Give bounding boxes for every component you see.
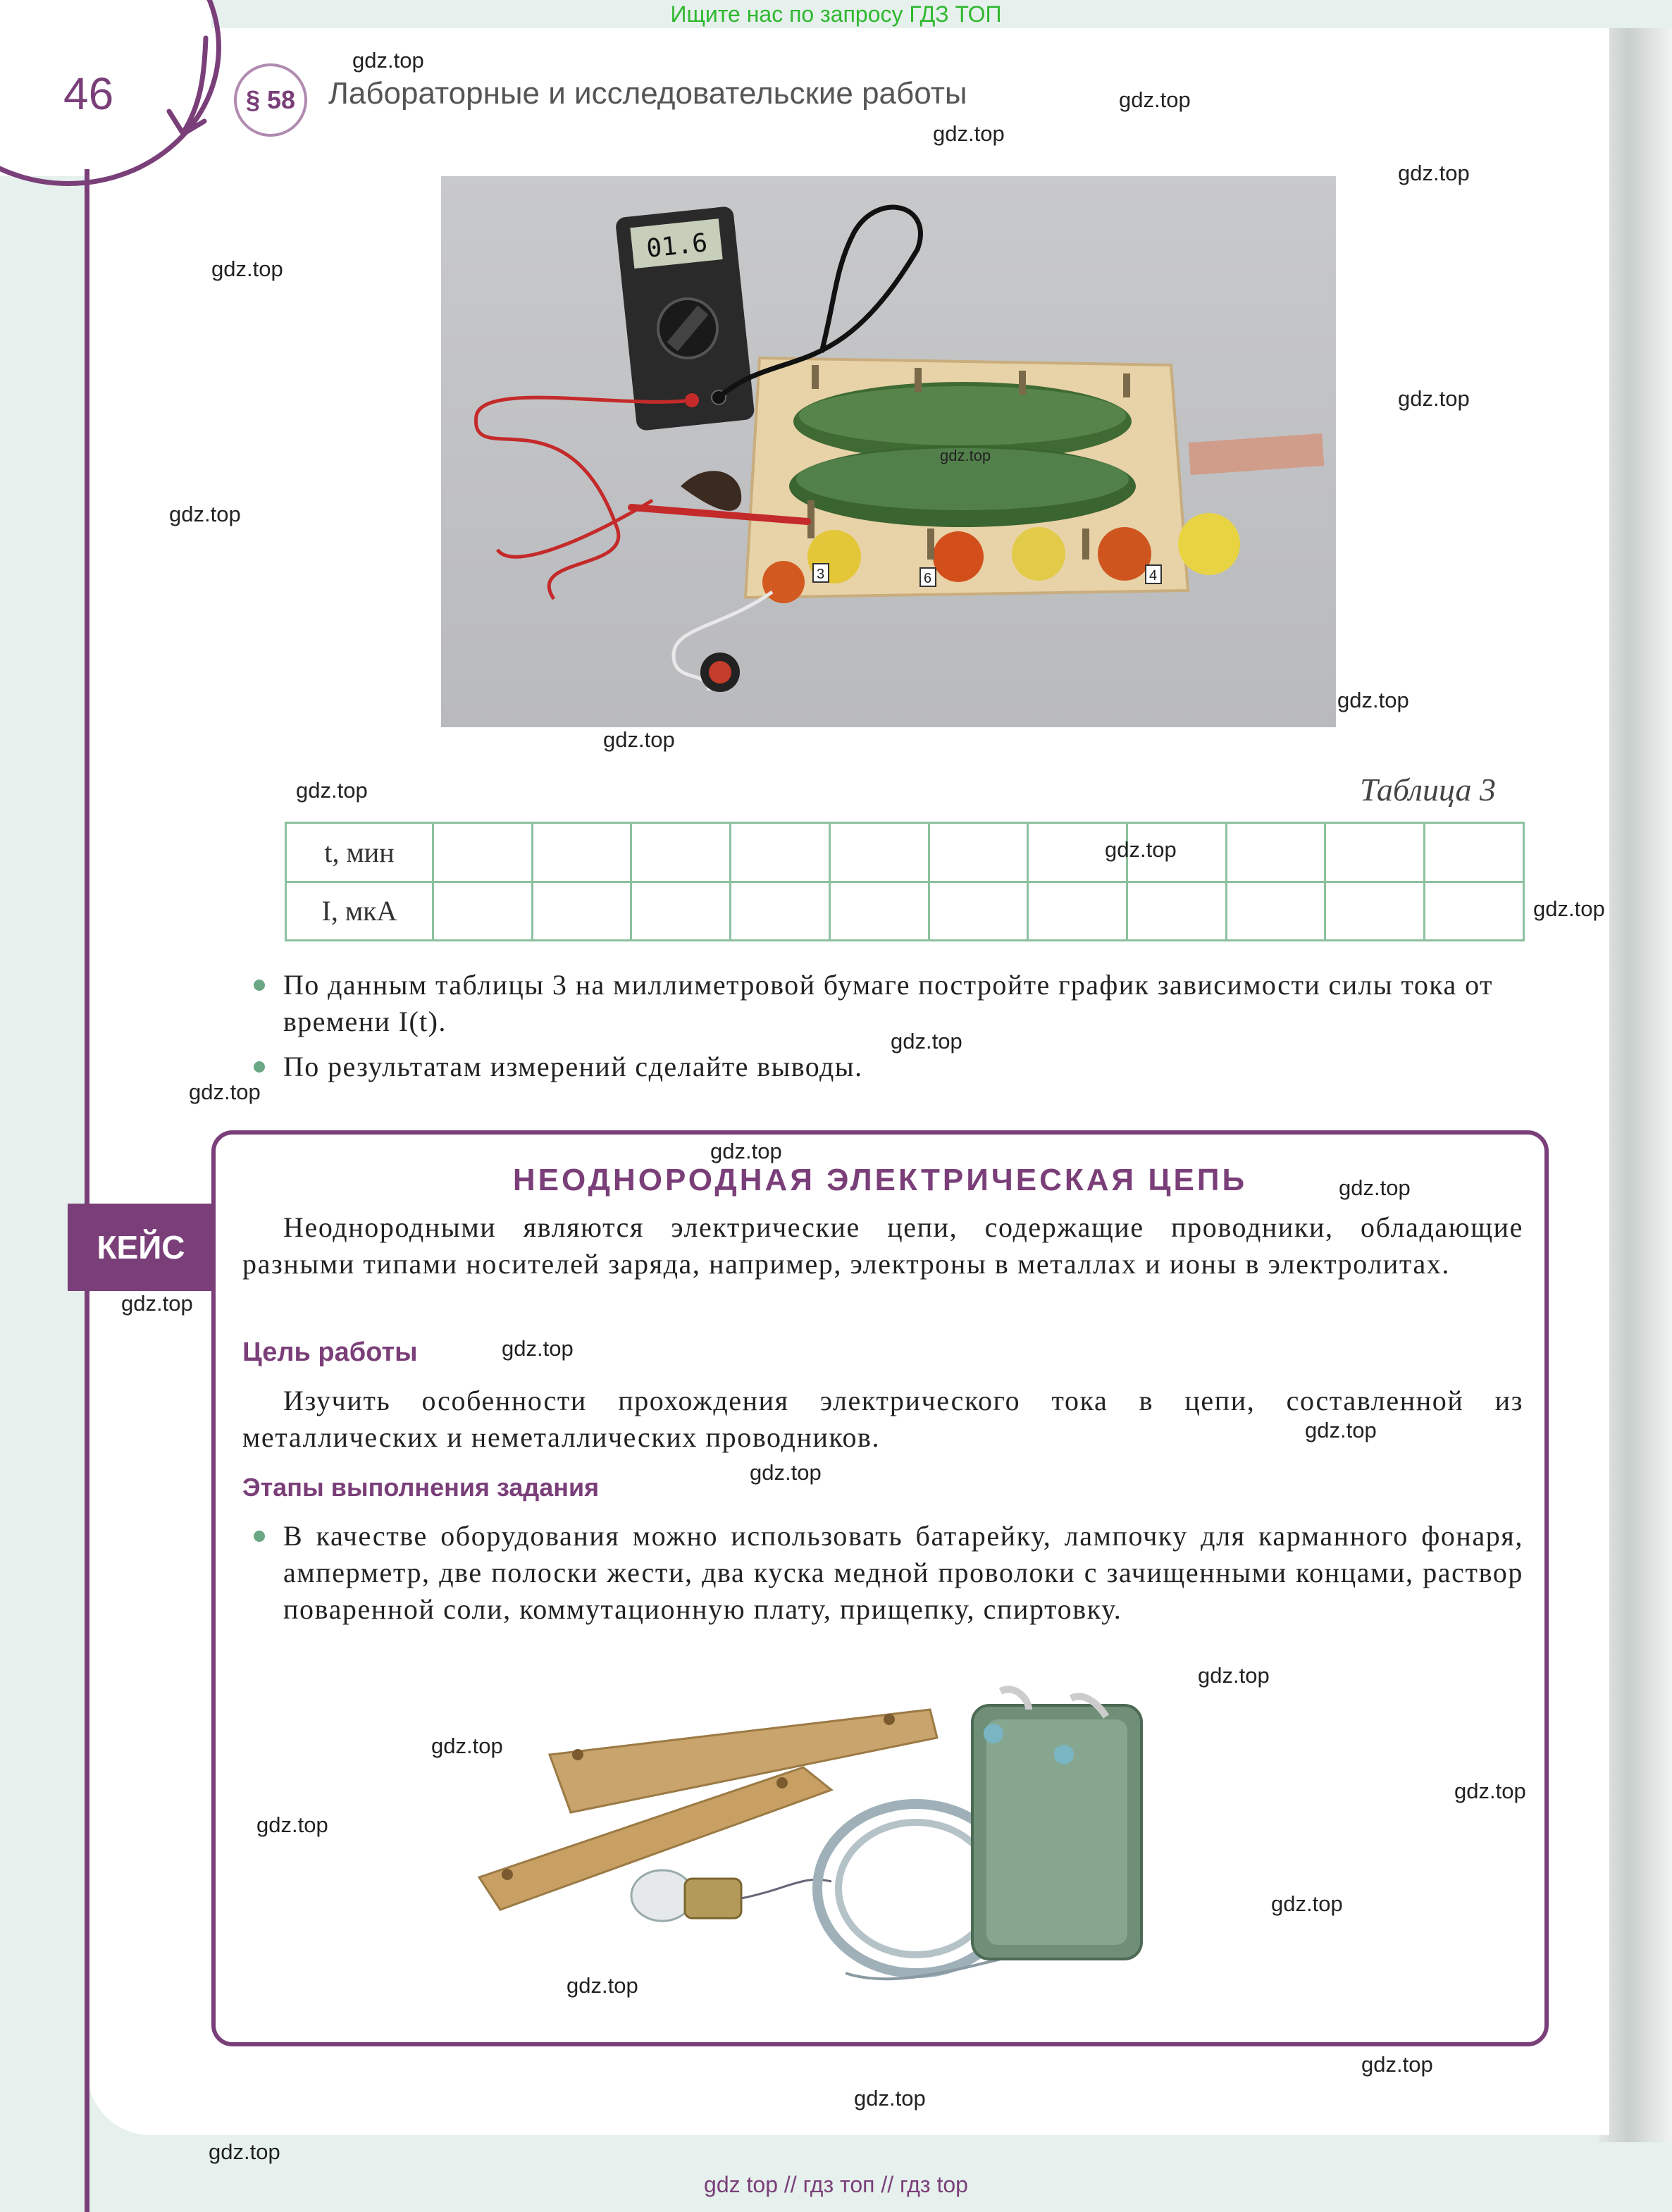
bullet-conclusions: По результатам измерений сделайте выводы.: [283, 1051, 863, 1082]
watermark: gdz.top: [1337, 688, 1409, 712]
watermark: gdz.top: [1533, 896, 1605, 921]
watermark: gdz.top: [189, 1080, 261, 1104]
table-cell[interactable]: [829, 823, 929, 882]
tomato-1: [762, 561, 805, 603]
step-1-equipment: В качестве оборудования можно использовать батарейку, лампочку для карманного фонаря, амперметр, две полоски жести, два куска медной проволоки с зачищенными концами, раствор поваренной соли, коммутационную плату, прищепку, спиртовку.: [283, 1520, 1523, 1625]
experiment-photo: [441, 176, 1336, 727]
case-tag: КЕЙС: [68, 1204, 214, 1291]
watermark: gdz.top: [1271, 1891, 1343, 1916]
footer-links[interactable]: gdz top // гдз топ // гдз top: [704, 2172, 968, 2197]
watermark: gdz.top: [209, 2139, 280, 2164]
watermark: gdz.top: [710, 1139, 782, 1163]
table-cell[interactable]: [631, 823, 731, 882]
watermark: gdz.top: [1339, 1175, 1411, 1200]
tomato-3: [933, 531, 984, 582]
watermark: gdz.top: [1361, 2052, 1433, 2077]
table-cell[interactable]: [433, 823, 533, 882]
watermark: gdz.top: [296, 778, 368, 803]
goal-text: Изучить особенности прохождения электрического тока в цепи, составленной из металлических и неметаллических проводников.: [242, 1385, 1523, 1453]
table-cell[interactable]: [1325, 823, 1425, 882]
section-badge: § 58: [234, 63, 307, 137]
watermark: gdz.top: [603, 727, 675, 752]
watermark: gdz.top: [431, 1734, 503, 1758]
table-cell[interactable]: [532, 823, 631, 882]
page-edge-shadow: [1599, 28, 1672, 2142]
top-banner[interactable]: Ищите нас по запросу ГДЗ ТОП: [670, 1, 1002, 27]
watermark: gdz.top: [750, 1460, 822, 1485]
watermark: gdz.top: [256, 1812, 328, 1837]
sandpaper-strip: [1189, 433, 1325, 475]
watermark: gdz.top: [1105, 837, 1177, 862]
tomato-4: [1012, 527, 1065, 581]
watermark: gdz.top: [352, 48, 424, 73]
watermark: gdz.top: [566, 1973, 638, 1998]
experiment-illustration: [441, 176, 1336, 727]
watermark: gdz.top: [121, 1291, 193, 1316]
table-cell[interactable]: [929, 882, 1028, 941]
watermark: gdz.top: [1398, 386, 1470, 411]
tomato-5: [1098, 527, 1151, 581]
row-label-time: t, мин: [286, 823, 433, 882]
margin-line: [85, 169, 89, 2212]
steps-heading: Этапы выполнения задания: [242, 1473, 600, 1502]
table-cell[interactable]: [532, 882, 631, 941]
table-cell[interactable]: [731, 823, 830, 882]
watermark: gdz.top: [940, 447, 991, 464]
bullet-graph-instruction: По данным таблицы 3 на миллиметровой бумаге постройте график зависимости силы тока от времени I(t).: [283, 969, 1493, 1037]
watermark: gdz.top: [1454, 1779, 1526, 1803]
table-caption: Таблица 3: [1360, 772, 1497, 808]
watermark: gdz.top: [1119, 87, 1191, 112]
tomato-6: [1178, 513, 1240, 575]
bullet-dot: [254, 1531, 265, 1542]
page-number: 46: [63, 68, 114, 119]
table-cell[interactable]: [433, 882, 533, 941]
case-intro: Неоднородными являются электрические цепи, содержащие проводники, обладающие разными типами носителей заряда, например, электроны в металлах и ионы в электролитах.: [242, 1211, 1523, 1280]
table-cell[interactable]: [1226, 882, 1325, 941]
board-label-3: 4: [1149, 568, 1158, 583]
data-table: [285, 822, 1525, 941]
watermark: gdz.top: [1398, 161, 1470, 185]
table-cell[interactable]: [829, 882, 929, 941]
table-cell[interactable]: [1325, 882, 1425, 941]
row-label-current: I, мкА: [286, 882, 433, 941]
watermark: gdz.top: [1198, 1663, 1270, 1688]
board-label-2: 6: [924, 571, 932, 586]
board-label-1: 3: [817, 567, 825, 582]
table-cell[interactable]: [1127, 882, 1227, 941]
multimeter-display: 01.6: [645, 228, 710, 264]
watermark: gdz.top: [933, 121, 1005, 146]
table-cell[interactable]: [1425, 882, 1524, 941]
table-cell[interactable]: [1425, 823, 1524, 882]
table-row: [286, 823, 1524, 882]
watermark: gdz.top: [854, 2086, 926, 2111]
watermark: gdz.top: [891, 1029, 962, 1054]
case-title: НЕОДНОРОДНАЯ ЭЛЕКТРИЧЕСКАЯ ЦЕПЬ: [512, 1163, 1248, 1197]
watermark: gdz.top: [502, 1336, 574, 1361]
arrow-down-icon: [163, 35, 214, 141]
bullet-dot: [254, 1061, 265, 1073]
watermark: gdz.top: [1305, 1418, 1377, 1442]
goal-heading: Цель работы: [242, 1337, 418, 1367]
table-cell[interactable]: [731, 882, 830, 941]
table-cell[interactable]: [1028, 882, 1127, 941]
section-title: Лабораторные и исследовательские работы: [328, 76, 967, 111]
table-cell[interactable]: [1226, 823, 1325, 882]
bullet-dot: [254, 980, 265, 991]
table-cell[interactable]: [929, 823, 1028, 882]
table-row: [286, 882, 1524, 941]
table-cell[interactable]: [631, 882, 731, 941]
watermark: gdz.top: [169, 502, 241, 526]
watermark: gdz.top: [211, 257, 283, 281]
